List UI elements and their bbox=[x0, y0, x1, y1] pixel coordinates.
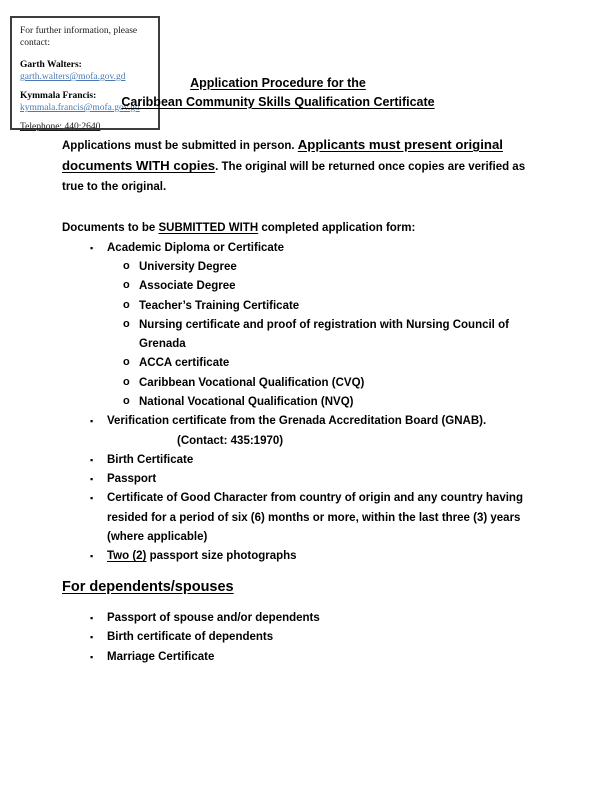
list-item-text: Marriage Certificate bbox=[107, 650, 215, 663]
dependents-section-heading: For dependents/spouses bbox=[62, 578, 234, 595]
documents-list bbox=[62, 239, 540, 567]
square-bullet-icon: ▪ bbox=[90, 416, 94, 427]
list-item-text: Birth certificate of dependents bbox=[107, 631, 274, 644]
list-item-text: Passport of spouse and/or dependents bbox=[107, 611, 320, 624]
list-item-text: Birth Certificate bbox=[107, 453, 194, 466]
list-item-text: Teacher’s Training Certificate bbox=[139, 299, 300, 312]
intro-text-2: . The original will be returned once copies are verified as true to the original. bbox=[62, 161, 526, 193]
list-item bbox=[62, 470, 540, 489]
circle-bullet-icon: o bbox=[123, 279, 130, 292]
intro-text-1: Applications must be submitted in person. bbox=[62, 140, 298, 152]
square-bullet-icon: ▪ bbox=[90, 612, 94, 623]
lead-emphasis: SUBMITTED WITH bbox=[158, 222, 259, 235]
dependents-list bbox=[62, 609, 540, 668]
list-item bbox=[62, 628, 540, 648]
lead-text-1: Documents to be bbox=[62, 222, 159, 235]
list-item bbox=[62, 374, 540, 393]
list-item-text: Verification certificate from the Grenada Accreditation Board (GNAB). bbox=[107, 415, 487, 428]
lead-text-2: completed application form: bbox=[258, 222, 416, 235]
contact-email-link[interactable]: kymmala.francis@mofa.gov.gd bbox=[20, 103, 140, 113]
list-item bbox=[62, 277, 540, 296]
contact-telephone: Telephone: 440:2640 bbox=[20, 122, 101, 132]
list-item bbox=[62, 297, 540, 316]
list-item-text: Associate Degree bbox=[139, 280, 236, 293]
list-item bbox=[62, 412, 540, 451]
list-item bbox=[62, 239, 540, 258]
list-item bbox=[62, 451, 540, 470]
circle-bullet-icon: o bbox=[123, 259, 130, 272]
title-line-2: Caribbean Community Skills Qualification Certificate bbox=[121, 95, 435, 109]
contact-email-link[interactable]: garth.walters@mofa.gov.gd bbox=[20, 72, 126, 82]
list-item-text: National Vocational Qualification (NVQ) bbox=[139, 396, 354, 408]
list-item-text: University Degree bbox=[139, 260, 237, 273]
intro-emphasis: Applicants must present original documents WITH copies bbox=[62, 137, 503, 174]
list-item bbox=[62, 316, 540, 355]
list-item-text: Certificate of Good Character from country of origin and any country having resided for a period of six (6) months or more, within the last three (3) years (where applicable) bbox=[107, 492, 523, 544]
list-item-emphasis: Two (2) bbox=[107, 550, 147, 563]
list-item bbox=[62, 489, 540, 547]
circle-bullet-icon: o bbox=[123, 317, 130, 330]
circle-bullet-icon: o bbox=[123, 395, 130, 407]
square-bullet-icon: ▪ bbox=[90, 551, 94, 562]
intro-paragraph bbox=[62, 135, 537, 197]
circle-bullet-icon: o bbox=[123, 375, 130, 388]
gnab-contact-line: (Contact: 435:1970) bbox=[177, 434, 284, 447]
list-item bbox=[62, 393, 540, 412]
square-bullet-icon: ▪ bbox=[90, 474, 94, 485]
square-bullet-icon: ▪ bbox=[90, 242, 94, 253]
list-item bbox=[62, 354, 540, 373]
contact-name: Garth Walters: bbox=[20, 60, 82, 70]
square-bullet-icon: ▪ bbox=[90, 632, 94, 643]
list-item-text: passport size photographs bbox=[146, 550, 297, 563]
circle-bullet-icon: o bbox=[123, 356, 130, 369]
list-item bbox=[62, 609, 540, 629]
circle-bullet-icon: o bbox=[123, 298, 130, 311]
contact-intro-text: For further information, please contact: bbox=[20, 26, 138, 48]
list-item-text: ACCA certificate bbox=[139, 357, 230, 370]
square-bullet-icon: ▪ bbox=[90, 454, 94, 465]
title-line-1: Application Procedure for the bbox=[190, 76, 366, 90]
list-item bbox=[62, 547, 540, 566]
square-bullet-icon: ▪ bbox=[90, 651, 94, 662]
contact-name: Kymmala Francis: bbox=[20, 91, 97, 101]
list-item-text: Nursing certificate and proof of registration with Nursing Council of Grenada bbox=[139, 318, 509, 351]
list-item-text: Passport bbox=[107, 473, 157, 486]
list-item bbox=[62, 648, 540, 668]
document-title bbox=[62, 74, 494, 112]
documents-lead-line bbox=[62, 219, 537, 238]
square-bullet-icon: ▪ bbox=[90, 493, 94, 504]
list-item-text: Academic Diploma or Certificate bbox=[107, 241, 285, 254]
list-item-text: Caribbean Vocational Qualification (CVQ) bbox=[139, 376, 365, 389]
list-item bbox=[62, 258, 540, 277]
